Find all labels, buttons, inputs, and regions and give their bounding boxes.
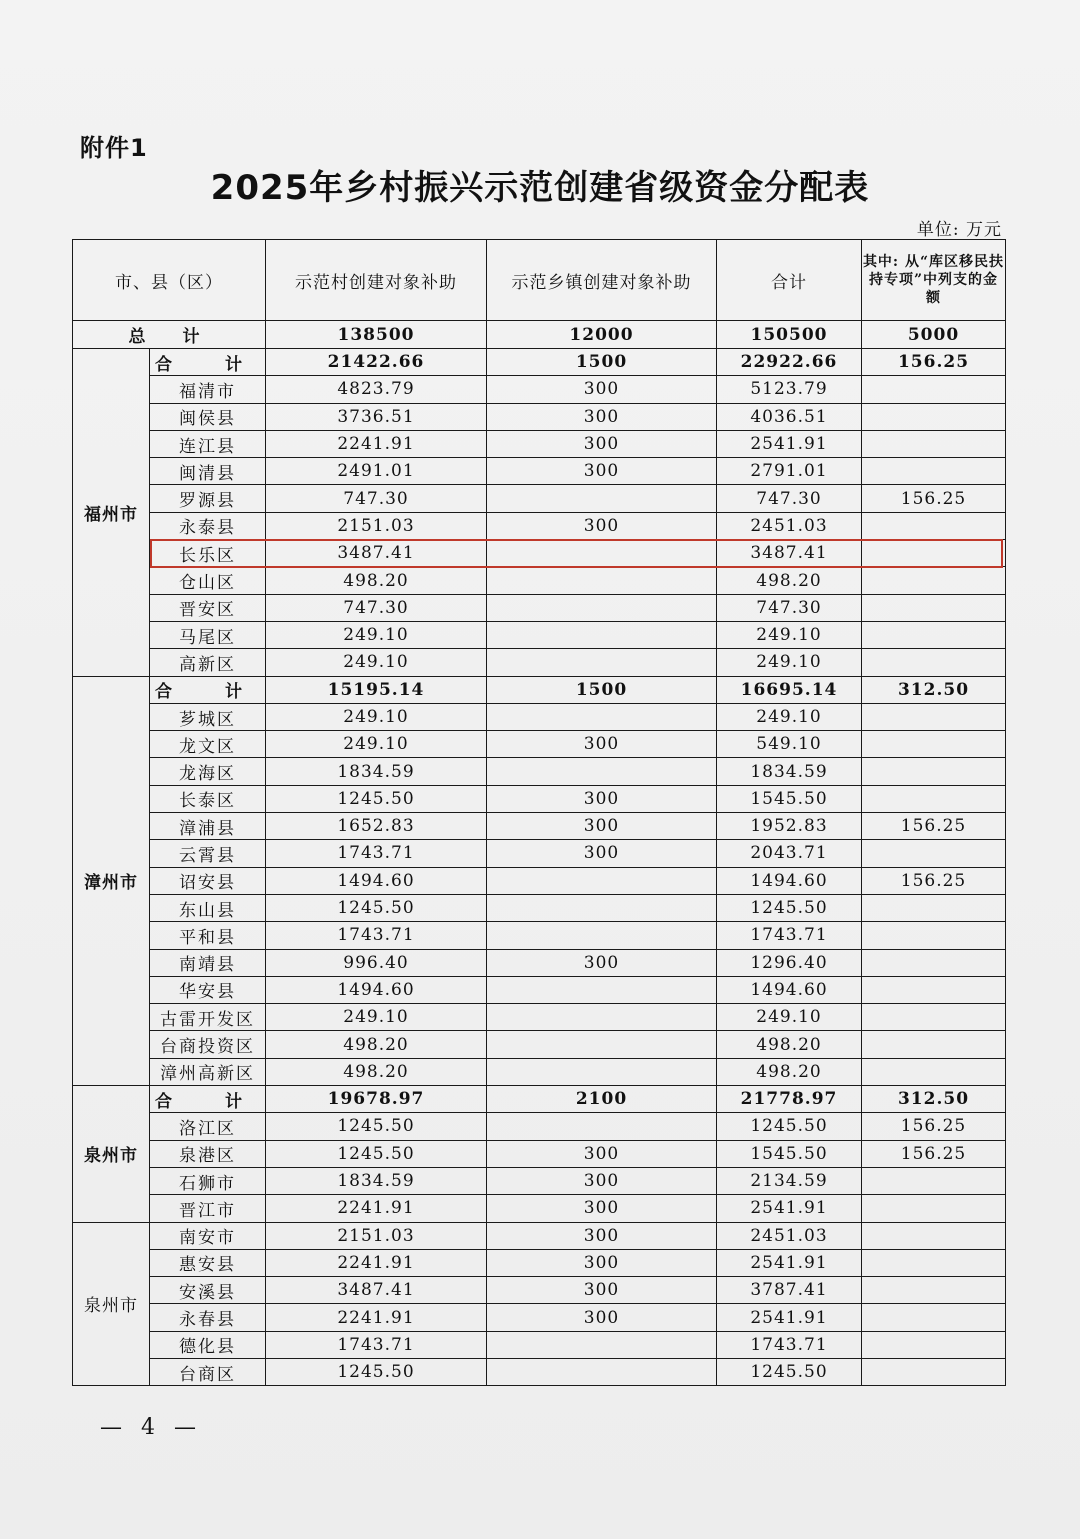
town-subsidy — [487, 976, 717, 1003]
subtotal-row — [73, 349, 1006, 376]
village-subsidy: 249.10 — [266, 1004, 487, 1031]
village-subsidy: 4823.79 — [266, 376, 487, 403]
row-total: 2451.03 — [717, 512, 862, 539]
page-number: — 4 — — [100, 1415, 202, 1440]
district-name: 芗城区 — [150, 703, 266, 730]
village-subsidy: 19678.97 — [266, 1086, 487, 1113]
row-total: 498.20 — [717, 1058, 862, 1085]
reservoir-amount — [862, 976, 1006, 1003]
village-subsidy: 3487.41 — [266, 540, 487, 567]
town-subsidy — [487, 1058, 717, 1085]
district-name: 连江县 — [150, 430, 266, 457]
table-row — [73, 758, 1006, 785]
row-total: 4036.51 — [717, 403, 862, 430]
village-subsidy: 1245.50 — [266, 1113, 487, 1140]
table-row — [73, 485, 1006, 512]
town-subsidy: 300 — [487, 1140, 717, 1167]
table-row — [73, 649, 1006, 676]
row-total: 16695.14 — [717, 676, 862, 703]
reservoir-amount — [862, 1249, 1006, 1276]
table-row — [73, 1140, 1006, 1167]
table-row — [73, 1249, 1006, 1276]
village-subsidy: 15195.14 — [266, 676, 487, 703]
table-row — [73, 1031, 1006, 1058]
table-row — [73, 1277, 1006, 1304]
table-row — [73, 594, 1006, 621]
col-header-total: 合计 — [717, 240, 862, 321]
row-total: 1743.71 — [717, 922, 862, 949]
village-subsidy: 2241.91 — [266, 1249, 487, 1276]
town-subsidy: 1500 — [487, 676, 717, 703]
reservoir-amount — [862, 512, 1006, 539]
table-row — [73, 512, 1006, 539]
district-name: 台商区 — [150, 1358, 266, 1385]
district-name: 诏安县 — [150, 867, 266, 894]
district-name: 洛江区 — [150, 1113, 266, 1140]
town-subsidy — [487, 1004, 717, 1031]
row-total: 2791.01 — [717, 458, 862, 485]
reservoir-amount — [862, 1167, 1006, 1194]
row-total: 1245.50 — [717, 894, 862, 921]
district-name: 南靖县 — [150, 949, 266, 976]
table-row — [73, 1304, 1006, 1331]
unit-label: 单位: 万元 — [916, 220, 1002, 240]
table-row — [73, 1222, 1006, 1249]
village-subsidy: 498.20 — [266, 1058, 487, 1085]
town-subsidy: 300 — [487, 785, 717, 812]
grand-total-town: 12000 — [487, 321, 717, 349]
district-name: 合 计 — [150, 676, 266, 703]
village-subsidy: 1652.83 — [266, 813, 487, 840]
reservoir-amount: 156.25 — [862, 485, 1006, 512]
village-subsidy: 1743.71 — [266, 1331, 487, 1358]
village-subsidy: 3487.41 — [266, 1277, 487, 1304]
village-subsidy: 1245.50 — [266, 1358, 487, 1385]
reservoir-amount — [862, 376, 1006, 403]
reservoir-amount — [862, 594, 1006, 621]
table-row — [73, 1331, 1006, 1358]
table-row — [73, 430, 1006, 457]
table-row — [73, 840, 1006, 867]
village-subsidy: 996.40 — [266, 949, 487, 976]
reservoir-amount — [862, 1058, 1006, 1085]
row-total: 1245.50 — [717, 1358, 862, 1385]
row-total: 1545.50 — [717, 1140, 862, 1167]
reservoir-amount — [862, 758, 1006, 785]
row-total: 498.20 — [717, 567, 862, 594]
town-subsidy — [487, 594, 717, 621]
district-name: 合 计 — [150, 1086, 266, 1113]
table-row — [73, 540, 1006, 567]
district-name: 东山县 — [150, 894, 266, 921]
town-subsidy: 300 — [487, 403, 717, 430]
town-subsidy — [487, 922, 717, 949]
table-row — [73, 376, 1006, 403]
row-total: 1545.50 — [717, 785, 862, 812]
district-name: 闽清县 — [150, 458, 266, 485]
col-header-town: 示范乡镇创建对象补助 — [487, 240, 717, 321]
town-subsidy — [487, 703, 717, 730]
allocation-table — [72, 239, 1006, 1386]
city-cell: 漳州市 — [73, 676, 150, 1085]
reservoir-amount: 312.50 — [862, 1086, 1006, 1113]
district-name: 合 计 — [150, 349, 266, 376]
reservoir-amount — [862, 1222, 1006, 1249]
reservoir-amount — [862, 649, 1006, 676]
table-row — [73, 621, 1006, 648]
row-total: 2043.71 — [717, 840, 862, 867]
village-subsidy: 1494.60 — [266, 976, 487, 1003]
village-subsidy: 1245.50 — [266, 785, 487, 812]
reservoir-amount — [862, 1004, 1006, 1031]
town-subsidy: 300 — [487, 1195, 717, 1222]
row-total: 1834.59 — [717, 758, 862, 785]
town-subsidy: 300 — [487, 1222, 717, 1249]
town-subsidy: 300 — [487, 1167, 717, 1194]
district-name: 高新区 — [150, 649, 266, 676]
district-name: 云霄县 — [150, 840, 266, 867]
village-subsidy: 249.10 — [266, 649, 487, 676]
district-name: 长乐区 — [150, 540, 266, 567]
village-subsidy: 249.10 — [266, 703, 487, 730]
district-name: 永春县 — [150, 1304, 266, 1331]
town-subsidy — [487, 894, 717, 921]
table-row — [73, 949, 1006, 976]
village-subsidy: 498.20 — [266, 567, 487, 594]
town-subsidy: 300 — [487, 430, 717, 457]
row-total: 498.20 — [717, 1031, 862, 1058]
reservoir-amount — [862, 1277, 1006, 1304]
town-subsidy: 300 — [487, 1249, 717, 1276]
district-name: 龙海区 — [150, 758, 266, 785]
town-subsidy — [487, 1358, 717, 1385]
row-total: 2451.03 — [717, 1222, 862, 1249]
district-name: 福清市 — [150, 376, 266, 403]
row-total: 249.10 — [717, 703, 862, 730]
town-subsidy: 1500 — [487, 349, 717, 376]
row-total: 249.10 — [717, 649, 862, 676]
reservoir-amount — [862, 922, 1006, 949]
row-total: 747.30 — [717, 485, 862, 512]
district-name: 惠安县 — [150, 1249, 266, 1276]
grand-total-total: 150500 — [717, 321, 862, 349]
district-name: 漳州高新区 — [150, 1058, 266, 1085]
col-header-reservoir: 其中: 从“库区移民扶持专项”中列支的金额 — [862, 240, 1006, 321]
village-subsidy: 2151.03 — [266, 512, 487, 539]
village-subsidy: 1245.50 — [266, 1140, 487, 1167]
row-total: 549.10 — [717, 731, 862, 758]
grand-total-reservoir: 5000 — [862, 321, 1006, 349]
table-row — [73, 976, 1006, 1003]
reservoir-amount: 156.25 — [862, 349, 1006, 376]
district-name: 平和县 — [150, 922, 266, 949]
reservoir-amount — [862, 1031, 1006, 1058]
village-subsidy: 21422.66 — [266, 349, 487, 376]
row-total: 1494.60 — [717, 976, 862, 1003]
row-total: 2134.59 — [717, 1167, 862, 1194]
town-subsidy — [487, 485, 717, 512]
table-row — [73, 1195, 1006, 1222]
row-total: 1952.83 — [717, 813, 862, 840]
subtotal-row — [73, 676, 1006, 703]
reservoir-amount — [862, 894, 1006, 921]
col-header-region: 市、县（区） — [73, 240, 266, 321]
district-name: 安溪县 — [150, 1277, 266, 1304]
reservoir-amount — [862, 540, 1006, 567]
town-subsidy: 2100 — [487, 1086, 717, 1113]
row-total: 2541.91 — [717, 430, 862, 457]
town-subsidy — [487, 649, 717, 676]
town-subsidy: 300 — [487, 813, 717, 840]
row-total: 21778.97 — [717, 1086, 862, 1113]
reservoir-amount — [862, 1331, 1006, 1358]
town-subsidy — [487, 867, 717, 894]
district-name: 晋江市 — [150, 1195, 266, 1222]
town-subsidy: 300 — [487, 376, 717, 403]
village-subsidy: 2151.03 — [266, 1222, 487, 1249]
row-total: 3787.41 — [717, 1277, 862, 1304]
district-name: 古雷开发区 — [150, 1004, 266, 1031]
district-name: 台商投资区 — [150, 1031, 266, 1058]
village-subsidy: 2241.91 — [266, 430, 487, 457]
reservoir-amount: 156.25 — [862, 867, 1006, 894]
table-row — [73, 1004, 1006, 1031]
table-row — [73, 894, 1006, 921]
district-name: 罗源县 — [150, 485, 266, 512]
grand-total-label: 总 计 — [73, 321, 266, 349]
village-subsidy: 1834.59 — [266, 1167, 487, 1194]
table-row — [73, 813, 1006, 840]
table-row — [73, 867, 1006, 894]
reservoir-amount — [862, 430, 1006, 457]
row-total: 249.10 — [717, 621, 862, 648]
village-subsidy: 2241.91 — [266, 1304, 487, 1331]
town-subsidy — [487, 1331, 717, 1358]
reservoir-amount — [862, 621, 1006, 648]
table-row — [73, 458, 1006, 485]
town-subsidy — [487, 621, 717, 648]
reservoir-amount: 312.50 — [862, 676, 1006, 703]
table-row — [73, 1058, 1006, 1085]
village-subsidy: 1834.59 — [266, 758, 487, 785]
reservoir-amount — [862, 567, 1006, 594]
district-name: 永泰县 — [150, 512, 266, 539]
district-name: 漳浦县 — [150, 813, 266, 840]
table-row — [73, 1358, 1006, 1385]
town-subsidy: 300 — [487, 458, 717, 485]
district-name: 晋安区 — [150, 594, 266, 621]
row-total: 3487.41 — [717, 540, 862, 567]
col-header-village: 示范村创建对象补助 — [266, 240, 487, 321]
table-row — [73, 1167, 1006, 1194]
row-total: 1245.50 — [717, 1113, 862, 1140]
row-total: 747.30 — [717, 594, 862, 621]
town-subsidy: 300 — [487, 731, 717, 758]
district-name: 泉港区 — [150, 1140, 266, 1167]
reservoir-amount: 156.25 — [862, 1113, 1006, 1140]
town-subsidy — [487, 758, 717, 785]
village-subsidy: 747.30 — [266, 485, 487, 512]
table-row — [73, 703, 1006, 730]
village-subsidy: 2491.01 — [266, 458, 487, 485]
reservoir-amount — [862, 703, 1006, 730]
attachment-label: 附件1 — [80, 134, 148, 162]
village-subsidy: 3736.51 — [266, 403, 487, 430]
district-name: 石狮市 — [150, 1167, 266, 1194]
reservoir-amount — [862, 840, 1006, 867]
reservoir-amount — [862, 1304, 1006, 1331]
grand-total-row — [73, 321, 1006, 349]
row-total: 2541.91 — [717, 1195, 862, 1222]
table-row — [73, 403, 1006, 430]
page-title: 2025年乡村振兴示范创建省级资金分配表 — [210, 168, 870, 208]
village-subsidy: 1245.50 — [266, 894, 487, 921]
row-total: 249.10 — [717, 1004, 862, 1031]
reservoir-amount — [862, 1358, 1006, 1385]
table-row — [73, 1113, 1006, 1140]
district-name: 南安市 — [150, 1222, 266, 1249]
row-total: 1743.71 — [717, 1331, 862, 1358]
row-total: 1494.60 — [717, 867, 862, 894]
district-name: 闽侯县 — [150, 403, 266, 430]
district-name: 仓山区 — [150, 567, 266, 594]
village-subsidy: 1743.71 — [266, 922, 487, 949]
village-subsidy: 747.30 — [266, 594, 487, 621]
village-subsidy: 249.10 — [266, 621, 487, 648]
table-header-row — [73, 240, 1006, 321]
district-name: 德化县 — [150, 1331, 266, 1358]
reservoir-amount — [862, 949, 1006, 976]
reservoir-amount — [862, 1195, 1006, 1222]
village-subsidy: 2241.91 — [266, 1195, 487, 1222]
reservoir-amount — [862, 731, 1006, 758]
town-subsidy — [487, 1031, 717, 1058]
village-subsidy: 249.10 — [266, 731, 487, 758]
city-cell: 福州市 — [73, 349, 150, 677]
grand-total-village: 138500 — [266, 321, 487, 349]
village-subsidy: 1743.71 — [266, 840, 487, 867]
table-row — [73, 731, 1006, 758]
town-subsidy: 300 — [487, 1304, 717, 1331]
town-subsidy: 300 — [487, 512, 717, 539]
town-subsidy: 300 — [487, 949, 717, 976]
row-total: 2541.91 — [717, 1304, 862, 1331]
table-row — [73, 567, 1006, 594]
reservoir-amount: 156.25 — [862, 813, 1006, 840]
city-cell: 泉州市 — [73, 1222, 150, 1386]
town-subsidy — [487, 540, 717, 567]
reservoir-amount: 156.25 — [862, 1140, 1006, 1167]
town-subsidy: 300 — [487, 1277, 717, 1304]
city-cell: 泉州市 — [73, 1086, 150, 1222]
row-total: 2541.91 — [717, 1249, 862, 1276]
reservoir-amount — [862, 403, 1006, 430]
town-subsidy — [487, 567, 717, 594]
row-total: 22922.66 — [717, 349, 862, 376]
reservoir-amount — [862, 785, 1006, 812]
district-name: 长泰区 — [150, 785, 266, 812]
village-subsidy: 1494.60 — [266, 867, 487, 894]
row-total: 1296.40 — [717, 949, 862, 976]
reservoir-amount — [862, 458, 1006, 485]
subtotal-row — [73, 1086, 1006, 1113]
town-subsidy — [487, 1113, 717, 1140]
village-subsidy: 498.20 — [266, 1031, 487, 1058]
table-row — [73, 785, 1006, 812]
table-row — [73, 922, 1006, 949]
district-name: 华安县 — [150, 976, 266, 1003]
row-total: 5123.79 — [717, 376, 862, 403]
district-name: 马尾区 — [150, 621, 266, 648]
district-name: 龙文区 — [150, 731, 266, 758]
town-subsidy: 300 — [487, 840, 717, 867]
